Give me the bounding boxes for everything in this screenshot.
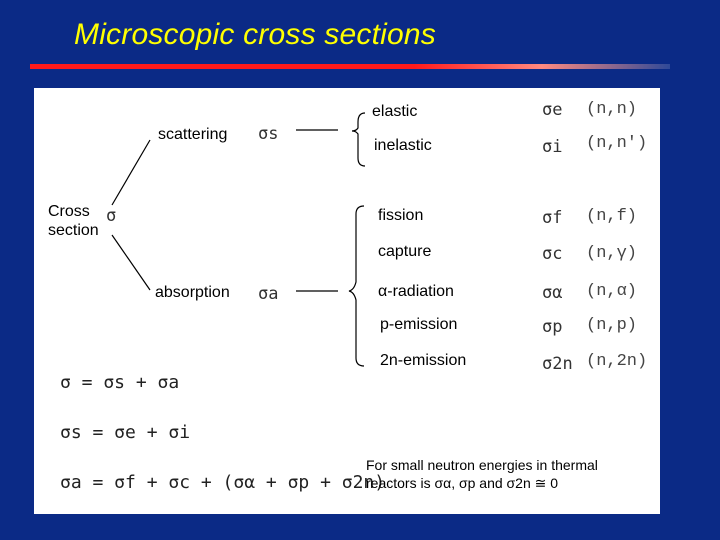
notation-elastic: (n,n): [586, 100, 638, 119]
reaction-elastic: elastic: [372, 103, 418, 120]
sigma-f-symbol: σf: [542, 208, 563, 228]
branch-to-scattering: [112, 140, 150, 205]
sigma-s-symbol: σs: [258, 124, 279, 144]
sigma-c-symbol: σc: [542, 244, 563, 264]
sigma-total-symbol: σ: [106, 206, 117, 226]
sigma-2n-symbol: σ2n: [542, 354, 573, 374]
notation-alpha-radiation: (n,α): [586, 282, 638, 301]
brace-scattering: [352, 113, 365, 166]
slide-title: Microscopic cross sections: [74, 18, 436, 51]
reaction-alpha-radiation: α-radiation: [378, 283, 454, 300]
reaction-fission: fission: [378, 207, 424, 224]
sigma-a-symbol: σa: [258, 284, 279, 304]
reaction-inelastic: inelastic: [374, 137, 432, 154]
sigma-p-symbol: σp: [542, 317, 563, 337]
cross-section-label-line2: section: [48, 222, 99, 239]
sigma-alpha-symbol: σα: [542, 283, 563, 303]
notation-2n-emission: (n,2n): [586, 352, 648, 371]
reaction-p-emission: p-emission: [380, 316, 458, 333]
notation-capture: (n,γ): [586, 244, 638, 263]
notation-p-emission: (n,p): [586, 316, 638, 335]
notation-fission: (n,f): [586, 207, 638, 226]
notation-inelastic: (n,n'): [586, 134, 648, 153]
note-text: [366, 456, 598, 492]
cross-section-label-line1: Cross: [48, 203, 90, 220]
reaction-2n-emission: 2n-emission: [380, 352, 467, 369]
sigma-e-symbol: σe: [542, 100, 563, 120]
equation-scattering: σs = σe + σi: [60, 422, 191, 443]
equation-absorption: σa = σf + σc + (σα + σp + σ2n): [60, 472, 386, 493]
reaction-capture: capture: [378, 243, 432, 260]
absorption-label: absorption: [155, 284, 230, 301]
brace-absorption: [349, 206, 364, 366]
branch-to-absorption: [112, 235, 150, 290]
sigma-i-symbol: σi: [542, 137, 563, 157]
scattering-label: scattering: [158, 126, 228, 143]
equation-total: σ = σs + σa: [60, 372, 180, 393]
note-line-2: reactors is σα, σp and σ2n ≅ 0: [366, 475, 559, 491]
note-line-1: For small neutron energies in thermal: [366, 457, 598, 473]
